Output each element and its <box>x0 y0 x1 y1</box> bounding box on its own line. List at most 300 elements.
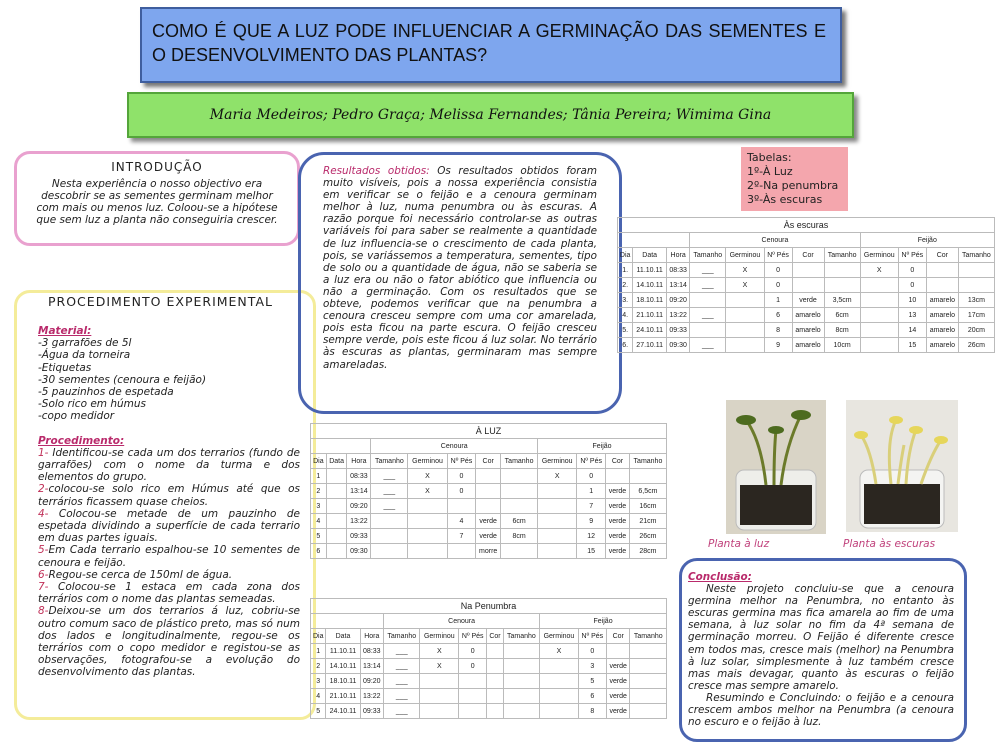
table-caption: Às escuras <box>618 218 995 233</box>
table-cell <box>311 439 371 454</box>
table-luz <box>310 423 667 559</box>
table-cell: 1 <box>311 644 326 659</box>
tables-legend <box>741 147 848 211</box>
procedure-step <box>38 544 300 568</box>
table-cell <box>326 544 347 559</box>
step-text: Colocou-se 1 estaca em cada zona dos terrários com o nome das plantas semeadas. <box>38 581 300 606</box>
table-cell: 09:20 <box>360 674 384 689</box>
table-row <box>311 514 667 529</box>
step-number: 6- <box>38 568 49 581</box>
table-group-header: Cenoura <box>690 233 860 248</box>
table-cell: X <box>540 644 579 659</box>
introduction-heading: INTRODUÇÃO <box>111 160 203 174</box>
table-header-cell: Cor <box>487 629 503 644</box>
table-cell <box>420 689 459 704</box>
table-cell <box>540 704 579 719</box>
table-cell <box>420 704 459 719</box>
procedure-step <box>38 447 300 484</box>
table-cell: 09:20 <box>667 293 690 308</box>
table-cell: 0 <box>459 644 487 659</box>
table-cell: 2 <box>311 484 327 499</box>
table-cell: ___ <box>384 659 420 674</box>
table-cell <box>540 689 579 704</box>
table-cell: 5 <box>311 704 326 719</box>
table-cell: 09:33 <box>347 529 371 544</box>
table-cell <box>503 689 539 704</box>
step-number: 2- <box>38 483 49 496</box>
table-header-cell: Nº Pés <box>898 248 926 263</box>
table-cell: 6,5cm <box>629 484 666 499</box>
table-cell: 3 <box>311 674 326 689</box>
table-cell: ___ <box>384 704 420 719</box>
table-cell <box>540 674 579 689</box>
table-cell <box>726 308 764 323</box>
table-cell <box>538 514 577 529</box>
procedure-step <box>38 605 300 678</box>
material-item: -5 pauzinhos de espetada <box>38 386 174 399</box>
table-header-row <box>618 248 995 263</box>
step-text: Regou-se cerca de 150ml de água. <box>48 568 233 581</box>
table-cell: 6 <box>764 308 792 323</box>
table-cell <box>501 484 538 499</box>
table-header-cell: Tamanho <box>824 248 860 263</box>
table-cell <box>690 293 726 308</box>
table-header-cell: Germinou <box>408 454 447 469</box>
table-cell: 1. <box>618 263 633 278</box>
table-cell <box>538 484 577 499</box>
table-cell: 4. <box>618 308 633 323</box>
table-cell <box>371 544 408 559</box>
table-row <box>618 323 995 338</box>
table-cell: ___ <box>690 263 726 278</box>
table-cell: 13:22 <box>667 308 690 323</box>
table-cell: 6 <box>311 544 327 559</box>
table-row <box>618 263 995 278</box>
table-cell <box>487 689 503 704</box>
table-cell: 11.10.11 <box>326 644 360 659</box>
table-cell <box>926 278 958 293</box>
table-cell: ___ <box>690 308 726 323</box>
table-cell: 2 <box>311 659 326 674</box>
table-header-cell: Germinou <box>538 454 577 469</box>
introduction-box <box>14 151 300 246</box>
table-cell <box>726 338 764 353</box>
table-header-cell: Tamanho <box>501 454 538 469</box>
table-cell: 0 <box>459 659 487 674</box>
plant-dark-caption: Planta às escuras <box>843 538 936 550</box>
table-cell: verde <box>476 514 501 529</box>
table-cell: ___ <box>690 278 726 293</box>
table-header-cell: Tamanho <box>630 629 667 644</box>
table-cell: 17cm <box>958 308 994 323</box>
table-cell: amarelo <box>792 338 824 353</box>
material-item: -copo medidor <box>38 410 115 423</box>
table-header-cell: Hora <box>360 629 384 644</box>
table-cell: 6cm <box>824 308 860 323</box>
table-penumbra <box>310 598 667 719</box>
step-number: 8- <box>38 605 49 618</box>
table-cell: ___ <box>384 674 420 689</box>
table-header-cell: Germinou <box>540 629 579 644</box>
results-box <box>298 152 622 414</box>
table-row <box>311 644 667 659</box>
table-cell: 6. <box>618 338 633 353</box>
poster-title: COMO É QUE A LUZ PODE INFLUENCIAR A GERMINAÇÃO DAS SEMENTES E O DESENVOLVIMENTO DAS PLANTAS? <box>140 7 842 83</box>
table-cell <box>501 469 538 484</box>
table-cell <box>501 544 538 559</box>
table-cell <box>538 544 577 559</box>
table-header-row <box>311 454 667 469</box>
table-cell: X <box>420 644 459 659</box>
table-cell: 8cm <box>824 323 860 338</box>
table-cell: 14.10.11 <box>633 278 667 293</box>
table-cell <box>630 644 667 659</box>
table-cell <box>459 704 487 719</box>
table-cell: 09:20 <box>347 499 371 514</box>
table-header-cell: Nº Pés <box>577 454 606 469</box>
procedure-content <box>38 325 300 679</box>
table-header-cell: Data <box>326 454 347 469</box>
table-header-cell: Nº Pés <box>447 454 476 469</box>
table-cell <box>618 233 690 248</box>
table-cell: 13:14 <box>347 484 371 499</box>
table-cell: 0 <box>764 263 792 278</box>
table-cell: 4 <box>311 689 326 704</box>
table-cell: 0 <box>578 644 606 659</box>
procedure-step <box>38 483 300 507</box>
table-cell <box>371 514 408 529</box>
procedure-steps <box>38 447 300 679</box>
table-cell <box>503 674 539 689</box>
procedure-step <box>38 508 300 545</box>
table-header-cell: Dia <box>311 454 327 469</box>
table-cell: X <box>726 263 764 278</box>
table-caption: Na Penumbra <box>311 599 667 614</box>
table-cell: 26cm <box>958 338 994 353</box>
table-cell <box>629 469 666 484</box>
table-row <box>311 659 667 674</box>
table-cell: verde <box>606 514 630 529</box>
table-header-cell: Cor <box>926 248 958 263</box>
table-cell <box>958 278 994 293</box>
table-cell <box>792 278 824 293</box>
table-cell: 3,5cm <box>824 293 860 308</box>
table-cell: 20cm <box>958 323 994 338</box>
table-cell <box>487 659 503 674</box>
table-cell: verde <box>606 484 630 499</box>
tables-legend-item: 2º-Na penumbra <box>747 179 839 192</box>
table-cell: 0 <box>764 278 792 293</box>
plant-dark-photo <box>846 400 958 532</box>
procedure-heading: PROCEDIMENTO EXPERIMENTAL <box>48 294 273 309</box>
table-cell: 5 <box>311 529 327 544</box>
table-header-cell: Tamanho <box>371 454 408 469</box>
table-cell: 13 <box>898 308 926 323</box>
tables-legend-heading: Tabelas: <box>747 151 792 164</box>
table-row <box>311 689 667 704</box>
table-cell: 8cm <box>501 529 538 544</box>
conclusion-summary: Resumindo e Concluindo: o feijão e a cenoura crescem ambos melhor na Penumbra (a cenoura no escuro e o feijão à luz. <box>688 691 954 729</box>
table-cell <box>606 644 630 659</box>
table-cell: 16cm <box>629 499 666 514</box>
table-cell <box>630 659 667 674</box>
table-cell: 9 <box>577 514 606 529</box>
table-cell: 4 <box>311 514 327 529</box>
table-cell: 14.10.11 <box>326 659 360 674</box>
table-cell: verde <box>606 704 630 719</box>
table-caption-row <box>311 424 667 439</box>
table-header-cell: Germinou <box>726 248 764 263</box>
plant-light-photo <box>726 400 826 534</box>
conclusion-heading: Conclusão: <box>688 571 752 583</box>
table-cell: 24.10.11 <box>326 704 360 719</box>
table-caption: À LUZ <box>311 424 667 439</box>
table-cell: ___ <box>371 484 408 499</box>
table-cell <box>726 293 764 308</box>
table-cell: 08:33 <box>347 469 371 484</box>
table-cell <box>630 704 667 719</box>
table-cell: 14 <box>898 323 926 338</box>
table-cell <box>476 499 501 514</box>
table-cell: 11.10.11 <box>633 263 667 278</box>
material-item: -Solo rico em húmus <box>38 398 147 411</box>
procedure-steps-heading: Procedimento: <box>38 434 125 447</box>
table-cell: verde <box>606 689 630 704</box>
table-header-cell: Cor <box>476 454 501 469</box>
plant-dark-image <box>846 400 958 532</box>
table-cell: 2. <box>618 278 633 293</box>
table-header-cell: Tamanho <box>629 454 666 469</box>
table-cell: 08:33 <box>360 644 384 659</box>
table-cell: X <box>408 469 447 484</box>
table-cell <box>408 514 447 529</box>
table-cell: amarelo <box>926 293 958 308</box>
table-cell: 8 <box>578 704 606 719</box>
table-cell: 0 <box>898 278 926 293</box>
table-cell: 0 <box>447 469 476 484</box>
table-cell <box>459 674 487 689</box>
table-cell <box>958 263 994 278</box>
table-header-cell: Nº Pés <box>578 629 606 644</box>
table-cell: 26cm <box>629 529 666 544</box>
table-cell: 18.10.11 <box>326 674 360 689</box>
table-cell: X <box>408 484 447 499</box>
table-header-row <box>311 629 667 644</box>
table-cell <box>447 544 476 559</box>
table-cell: 5. <box>618 323 633 338</box>
table-row <box>311 499 667 514</box>
table-header-cell: Dia <box>311 629 326 644</box>
table-row <box>311 484 667 499</box>
table-cell: 09:30 <box>667 338 690 353</box>
table-cell: 0 <box>577 469 606 484</box>
table-cell: 1 <box>577 484 606 499</box>
table-cell: verde <box>606 529 630 544</box>
table-cell: amarelo <box>792 308 824 323</box>
table-cell: X <box>538 469 577 484</box>
table-cell: 24.10.11 <box>633 323 667 338</box>
step-text: Colocou-se metade de um pauzinho de espetada dividindo a superfície de cada terrario em duas partes iguais. <box>38 507 300 545</box>
material-item: -Água da torneira <box>38 349 131 362</box>
table-cell: verde <box>606 544 630 559</box>
procedure-step <box>38 581 300 605</box>
table-cell <box>690 323 726 338</box>
table-group-header: Feijão <box>540 614 667 629</box>
step-number: 1- <box>38 446 49 459</box>
table-cell: 28cm <box>629 544 666 559</box>
table-cell: 3 <box>311 499 327 514</box>
table-cell <box>926 263 958 278</box>
table-row <box>311 529 667 544</box>
table-cell: 9 <box>764 338 792 353</box>
table-cell: 4 <box>447 514 476 529</box>
table-row <box>618 338 995 353</box>
table-header-cell: Cor <box>606 454 630 469</box>
tables-legend-item: 3º-Às escuras <box>747 193 823 206</box>
material-item: -3 garrafões de 5l <box>38 337 132 350</box>
table-cell: 09:33 <box>360 704 384 719</box>
table-cell: X <box>860 263 898 278</box>
table-row <box>311 469 667 484</box>
table-cell: 0 <box>447 484 476 499</box>
table-cell: 7 <box>577 499 606 514</box>
plant-light-image <box>726 400 826 534</box>
table-cell: X <box>726 278 764 293</box>
table-group-header: Cenoura <box>371 439 538 454</box>
table-group-row <box>311 614 667 629</box>
table-caption-row <box>618 218 995 233</box>
table-cell <box>476 484 501 499</box>
table-cell: 10cm <box>824 338 860 353</box>
table-row <box>311 704 667 719</box>
table-cell <box>726 323 764 338</box>
table-header-cell: Hora <box>347 454 371 469</box>
step-text: Deixou-se um dos terrarios á luz, cobriu-se outro comum saco de plástico preto, mas só num dos lados e longitudinalmente, regou-se os terrários com o copo medidor e registou-se as observações, fotografou-se a evolução do desenvolvimento das plantas. <box>38 605 300 679</box>
table-cell: 21.10.11 <box>326 689 360 704</box>
table-cell: verde <box>606 674 630 689</box>
table-cell <box>860 338 898 353</box>
table-cell <box>420 674 459 689</box>
table-cell: 15 <box>577 544 606 559</box>
table-cell <box>476 469 501 484</box>
step-text: Identificou-se cada um dos terrarios (fundo de garrafões) com o nome da turma e dos elementos do grupo. <box>38 446 300 484</box>
table-cell <box>487 704 503 719</box>
table-cell: 13:14 <box>360 659 384 674</box>
table-header-cell: Nº Pés <box>459 629 487 644</box>
table-cell <box>326 499 347 514</box>
table-header-cell: Dia <box>618 248 633 263</box>
table-cell: ___ <box>384 689 420 704</box>
table-cell: 13:22 <box>347 514 371 529</box>
step-text: colocou-se solo rico em Húmus até que os terrários ficassem quase cheios. <box>38 483 300 508</box>
results-text: Os resultados obtidos foram muito visíveis, pois a nossa experiência consistia em verificar se o feijão e a cenoura germinam melhor à luz, numa penumbra ou às escuras. A razão porque foi necessário controlar-se as outras variáveis foi para saber se realmente a quantidade de luz influencia-se o crescimento de cada planta, pois, se variássemos a temperatura, sementes, tipo de solo ou a quantidade de água, não se saberia se a luz era ou não o fator abiótico que influencia ou não a germinação. Com os resultados que se obteve, podemos verificar que na penumbra a cenoura cresceu sempre com uma cor amarelada, pois esta ficou na parte escura. O feijão cresceu sempre verde, pois este ficou á luz solar. No terrário às escuras as plantas, germinaram mas sempre amareladas. <box>323 165 598 371</box>
table-cell <box>860 323 898 338</box>
table-header-cell: Cor <box>606 629 630 644</box>
conclusion-box <box>679 558 967 742</box>
table-header-cell: Data <box>326 629 360 644</box>
table-cell <box>487 644 503 659</box>
table-group-row <box>311 439 667 454</box>
table-cell <box>860 293 898 308</box>
table-cell <box>487 674 503 689</box>
table-header-cell: Tamanho <box>503 629 539 644</box>
table-cell: 21.10.11 <box>633 308 667 323</box>
table-cell: amarelo <box>926 323 958 338</box>
table-row <box>618 278 995 293</box>
table-cell: 7 <box>447 529 476 544</box>
table-group-header: Feijão <box>860 233 994 248</box>
conclusion-text: Neste projeto concluiu-se que a cenoura germina melhor na Penumbra, no entanto às escuras germina mas fica amarela ao fim de uma semana, à luz solar no fim da 4ª semana de germinação morreu. O Feijão é diferente cresce em todos mas, cresce mais (melhor) na Penumbra à luz solar, simplesmente à luz também cresce mas mais devagar, quanto às escuras o feijão cresce mas sempre amarelo. <box>688 583 954 692</box>
table-header-cell: Tamanho <box>690 248 726 263</box>
table-cell: 0 <box>898 263 926 278</box>
table-cell <box>311 614 384 629</box>
table-cell <box>459 689 487 704</box>
table-cell: 8 <box>764 323 792 338</box>
table-cell <box>630 674 667 689</box>
results-heading: Resultados obtidos: <box>323 165 430 177</box>
table-cell <box>408 529 447 544</box>
table-cell: verde <box>606 499 630 514</box>
step-number: 5- <box>38 544 49 557</box>
table-cell: X <box>420 659 459 674</box>
table-cell <box>824 278 860 293</box>
table-cell: 13:22 <box>360 689 384 704</box>
table-cell <box>860 308 898 323</box>
table-cell: amarelo <box>926 308 958 323</box>
table-cell: verde <box>476 529 501 544</box>
table-cell: 08:33 <box>667 263 690 278</box>
table-header-cell: Data <box>633 248 667 263</box>
table-cell <box>860 278 898 293</box>
table-cell: 18.10.11 <box>633 293 667 308</box>
table-row <box>618 308 995 323</box>
table-cell <box>371 529 408 544</box>
table-cell <box>792 263 824 278</box>
material-heading: Material: <box>38 325 92 337</box>
table-cell: morre <box>476 544 501 559</box>
table-cell: 21cm <box>629 514 666 529</box>
material-item: -30 sementes (cenoura e feijão) <box>38 373 207 386</box>
table-cell: 6 <box>578 689 606 704</box>
table-cell <box>326 514 347 529</box>
table-cell <box>606 469 630 484</box>
table-cell: ___ <box>371 499 408 514</box>
table-header-cell: Germinou <box>420 629 459 644</box>
table-cell <box>408 499 447 514</box>
table-cell: 10 <box>898 293 926 308</box>
step-text: Em Cada terrario espalhou-se 10 sementes de cenoura e feijão. <box>38 544 300 569</box>
table-cell <box>503 644 539 659</box>
table-header-cell: Cor <box>792 248 824 263</box>
table-group-header: Cenoura <box>384 614 540 629</box>
table-cell <box>503 659 539 674</box>
table-cell: ___ <box>371 469 408 484</box>
table-cell <box>540 659 579 674</box>
tables-legend-item: 1º-À Luz <box>747 165 793 178</box>
table-cell: 6cm <box>501 514 538 529</box>
table-header-cell: Nº Pés <box>764 248 792 263</box>
table-group-row <box>618 233 995 248</box>
table-cell <box>538 529 577 544</box>
table-row <box>311 674 667 689</box>
table-row <box>311 544 667 559</box>
table-header-cell: Hora <box>667 248 690 263</box>
table-cell: 1 <box>764 293 792 308</box>
table-group-header: Feijão <box>538 439 667 454</box>
table-header-cell: Germinou <box>860 248 898 263</box>
table-cell: amarelo <box>926 338 958 353</box>
table-cell <box>326 484 347 499</box>
